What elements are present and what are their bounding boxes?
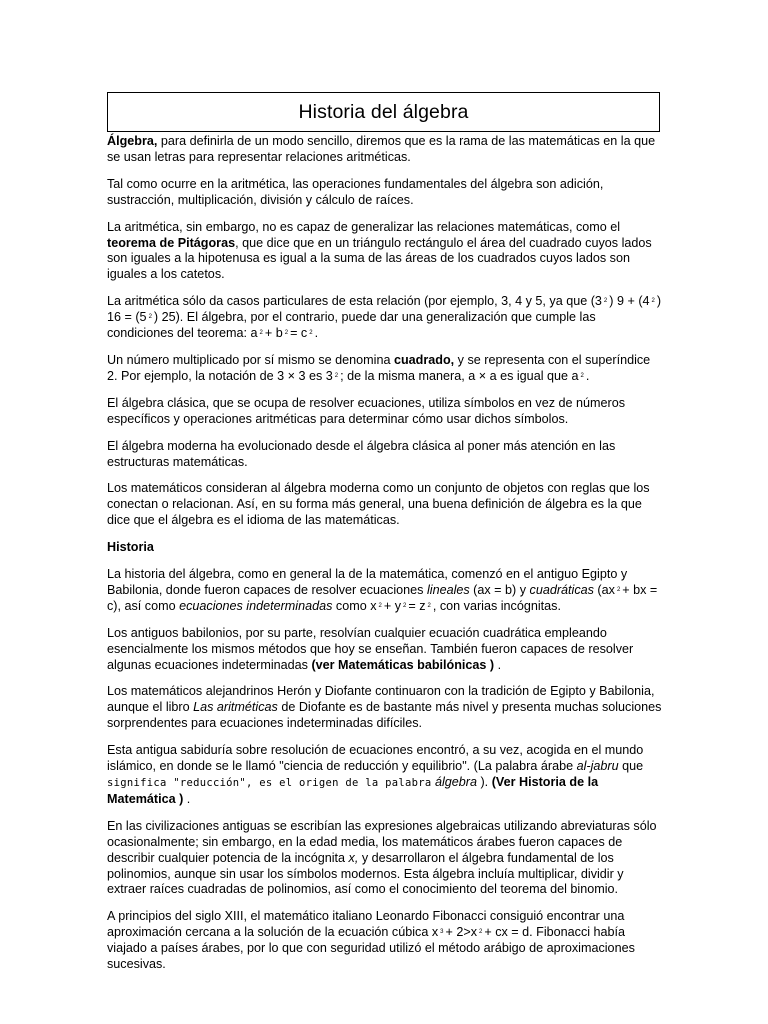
superscript: 2 [378, 602, 382, 609]
superscript: 2 [309, 330, 313, 337]
paragraph-text: . [314, 326, 319, 341]
bold-reference: (Ver Historia de la Matemática ) [107, 775, 599, 806]
italic-term: cuadráticas [529, 582, 594, 597]
paragraph-text: + y [383, 598, 402, 613]
paragraph-text: La historia del álgebra, como en general la de la matemática, comenzó en el antiguo Egipto y Babilonia, donde fueron capaces de resolver ecuaciones [107, 567, 628, 597]
title-box [107, 92, 660, 132]
paragraph-text: = c [290, 326, 308, 341]
bold-reference: (ver Matemáticas babilónicas ) [311, 657, 495, 672]
term-algebra: Álgebra, [107, 134, 158, 148]
italic-term: ecuaciones indeterminadas [179, 598, 333, 613]
superscript: 2 [259, 330, 263, 337]
document-body [107, 134, 663, 984]
paragraph-text: . [585, 368, 590, 383]
paragraph-text: . [494, 657, 502, 672]
superscript: 2 [603, 298, 608, 305]
page-title: Historia del álgebra [298, 100, 469, 123]
italic-term: x, [348, 850, 359, 865]
paragraph-fibonacci [107, 909, 663, 973]
paragraph-text: + bx = c), así como [107, 582, 658, 613]
paragraph-square [107, 353, 663, 385]
monospace-text: significa "reducción", es el origen de la palabra [107, 777, 432, 789]
italic-term: al-jabru [576, 759, 619, 774]
paragraph-mathematicians: Los matemáticos consideran al álgebra moderna como un conjunto de objetos con reglas que los conectan o relacionan. Así, en su forma más general, una buena definición de álgebra es la que dice que el álgebra es el idioma de las matemáticas. [107, 481, 650, 528]
paragraph-text: , que dice que en un triángulo rectángulo el área del cuadrado cuyos lados son iguales a la hipotenusa es igual a la suma de las áreas de los cuadrados cuyos lados son iguales a los catetos. [107, 235, 652, 282]
paragraph-text: (ax = b) y [469, 582, 530, 597]
paragraph-text: ) 16 = (5 [107, 294, 662, 325]
paragraph-text: La aritmética sólo da casos particulares de esta relación (por ejemplo, 3, 4 y 5, ya que (3 [107, 294, 602, 309]
paragraph-pythagoras [107, 220, 663, 284]
paragraph-islamic-world [107, 743, 663, 808]
italic-term: álgebra [434, 775, 477, 789]
paragraph-text: y se representa con el superíndice 2. Por ejemplo, la notación de 3 × 3 es 3 [107, 352, 651, 383]
paragraph-text: y desarrollaron el álgebra fundamental de los polinomios, aunque sin usar los símbolos modernos. Esta álgebra incluía multiplicar, dividir y extraer raíces cuadradas de polinomios, así como el conocimiento del teorema del binomio. [107, 850, 624, 897]
paragraph-text: Los matemáticos alejandrinos Herón y Diofante continuaron con la tradición de Egipto y Babilonia, aunque el libro [107, 684, 655, 715]
paragraph-particular-cases [107, 294, 663, 342]
paragraph-babylonians [107, 626, 663, 674]
superscript: 2 [616, 586, 621, 593]
paragraph-text: . [183, 791, 191, 806]
paragraph-text: , con varias incógnitas. [432, 598, 561, 613]
superscript: 2 [580, 372, 584, 379]
paragraph-text: + cx = d. Fibonacci había viajado a países árabes, por lo que con seguridad utilizó el método arábigo de aproximaciones sucesivas. [107, 925, 635, 972]
paragraph-ancient-civilizations [107, 819, 663, 899]
paragraph-text: ) 9 + (4 [609, 294, 650, 309]
paragraph-definition [107, 134, 663, 166]
paragraph-text: ). [476, 775, 492, 789]
superscript: 2 [284, 330, 289, 337]
superscript: 3 [440, 929, 444, 936]
paragraph-text: En las civilizaciones antiguas se escribían las expresiones algebraicas utilizando abreviaturas sólo ocasionalmente; sin embargo, en la edad media, los matemáticos árabes fueron capaces de describir cualquier potencia de la incógnita [107, 818, 657, 865]
bold-term: teorema de Pitágoras [107, 235, 236, 250]
superscript: 2 [148, 314, 152, 321]
superscript: 2 [334, 372, 339, 379]
superscript: 2 [479, 929, 483, 936]
paragraph-text: + b [264, 326, 283, 341]
paragraph-text: A principios del siglo XIII, el matemático italiano Leonardo Fibonacci consiguió encontrar una aproximación cercana a la solución de la ecuación cúbica x [107, 909, 625, 940]
italic-term: lineales [426, 582, 470, 597]
paragraph-text: ; de la misma manera, a × a es igual que a [340, 368, 579, 383]
italic-term: Las aritméticas [193, 700, 278, 715]
heading-text: Historia [107, 540, 154, 555]
paragraph-text: de Diofante es de bastante más nivel y presenta muchas soluciones sorprendentes para ecuaciones indeterminadas difíciles. [107, 700, 662, 731]
paragraph-text: ) 25). El álgebra, por el contrario, puede dar una generalización que cumple las condiciones del teorema: a [107, 310, 596, 341]
paragraph-classic-algebra: El álgebra clásica, que se ocupa de resolver ecuaciones, utiliza símbolos en vez de números específicos y operaciones aritméticas para determinar cómo usar dichos símbolos. [107, 395, 626, 426]
paragraph-text: que [618, 759, 644, 774]
paragraph-text: Esta antigua sabiduría sobre resolución de ecuaciones encontró, a su vez, acogida en el mundo islámico, en donde se le llamó "ciencia de reducción y equilibrio". (La palabra árabe [107, 743, 644, 774]
bold-term: cuadrado, [393, 352, 455, 367]
paragraph-text: La aritmética, sin embargo, no es capaz de generalizar las relaciones matemáticas, como el [107, 219, 621, 234]
paragraph-text: (ax [593, 582, 615, 597]
paragraph-alexandrians [107, 684, 663, 732]
paragraph-text: para definirla de un modo sencillo, diremos que es la rama de las matemáticas en la que se usan letras para representar relaciones aritméticas. [107, 134, 656, 164]
superscript: 2 [651, 298, 655, 305]
section-heading-historia [107, 540, 663, 556]
paragraph-modern-algebra: El álgebra moderna ha evolucionado desde el álgebra clásica al poner más atención en las estructuras matemáticas. [107, 438, 616, 469]
superscript: 2 [403, 602, 407, 609]
superscript: 2 [427, 602, 431, 609]
paragraph-operations: Tal como ocurre en la aritmética, las operaciones fundamentales del álgebra son adición, sustracción, multiplicación, división y cálculo de raíces. [107, 176, 604, 207]
paragraph-history-egypt [107, 567, 663, 615]
paragraph-text: = z [408, 598, 426, 613]
paragraph-text: Un número multiplicado por sí mismo se denomina [107, 352, 394, 367]
paragraph-text: como x [332, 598, 377, 613]
paragraph-text: + 2>x [445, 925, 477, 940]
paragraph-text: Los antiguos babilonios, por su parte, resolvían cualquier ecuación cuadrática empleando esencialmente los mismos métodos que hoy se enseñan. También fueron capaces de resolver algunas ecuaciones indeterminadas [107, 625, 634, 672]
